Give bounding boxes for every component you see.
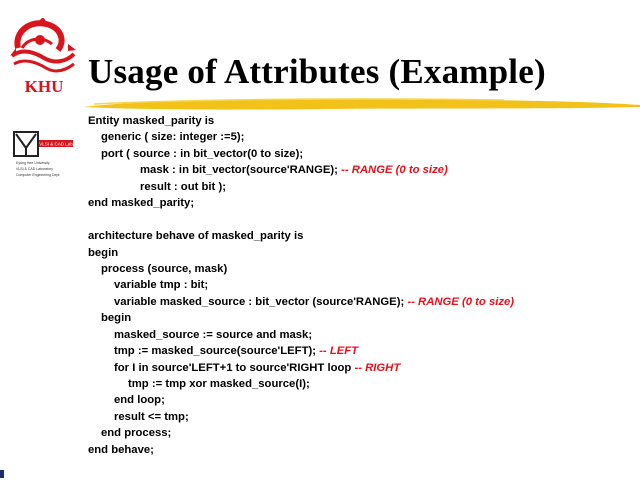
code-text: mask : in bit_vector(source'RANGE); <box>140 164 342 177</box>
code-comment: -- RANGE (0 to size) <box>407 295 515 308</box>
code-line: end process; <box>101 427 172 440</box>
code-line: tmp := tmp xor masked_source(I); <box>128 378 310 390</box>
code-line: process (source, mask) <box>101 262 228 275</box>
code-text: variable masked_source : bit_vector (source'RANGE); <box>114 295 408 308</box>
vlsi-cad-lab-logo <box>12 130 76 180</box>
code-comment: -- RIGHT <box>354 361 401 374</box>
code-line: end masked_parity; <box>88 197 195 210</box>
code-line: Entity masked_parity is <box>88 115 215 127</box>
code-comment: -- RANGE (0 to size) <box>341 164 448 177</box>
slide-title: Usage of Attributes (Example) <box>88 52 546 91</box>
khu-logo <box>8 18 80 96</box>
code-text: for I in source'LEFT+1 to source'RIGHT loop <box>114 361 355 374</box>
code-line <box>88 343 514 359</box>
code-line: result <= tmp; <box>114 410 189 423</box>
vhdl-code-listing <box>88 113 514 458</box>
code-line <box>88 360 514 376</box>
code-blank-line <box>88 212 514 228</box>
lab-logo-name: VLSI & CAD Lab <box>39 141 73 147</box>
code-line: begin <box>101 312 132 325</box>
code-line <box>88 162 514 178</box>
code-line: result : out bit ); <box>140 180 226 193</box>
lab-logo-caption-3: Computer Engineering Dept. <box>16 173 61 177</box>
code-line <box>88 294 514 310</box>
title-underline <box>84 95 640 113</box>
lab-logo-caption-1: Kyung Hee University <box>16 161 50 165</box>
code-line: end loop; <box>114 394 165 407</box>
code-line: variable tmp : bit; <box>114 279 209 292</box>
code-line: port ( source : in bit_vector(0 to size); <box>101 147 304 160</box>
lab-logo-caption-2: VLSI & CAD Laboratory <box>16 167 53 171</box>
code-line: begin <box>88 246 119 259</box>
code-comment: -- LEFT <box>319 345 359 358</box>
code-line: masked_source := source and mask; <box>114 328 313 341</box>
khu-logo-text: KHU <box>24 77 64 96</box>
code-text: tmp := masked_source(source'LEFT); <box>114 345 320 358</box>
code-line: generic ( size: integer :=5); <box>101 131 245 144</box>
code-line: end behave; <box>88 443 154 456</box>
slide-corner-mark <box>0 470 4 478</box>
code-line: architecture behave of masked_parity is <box>88 230 304 243</box>
khu-emblem <box>10 18 76 71</box>
